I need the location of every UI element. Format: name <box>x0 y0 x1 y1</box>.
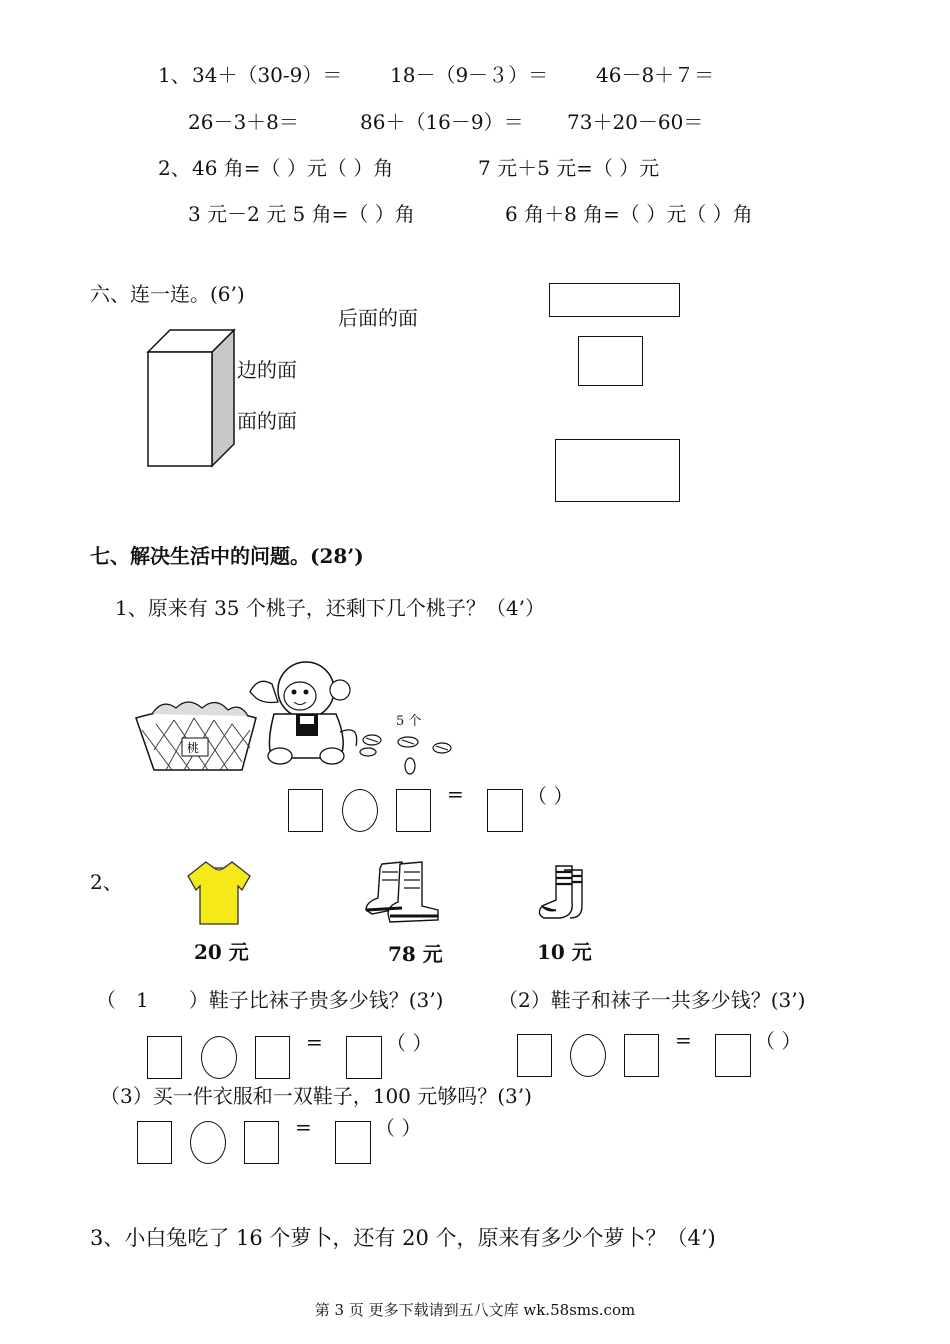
sub-question-1: （ 1 ）鞋子比袜子贵多少钱？(3’) <box>96 988 444 1012</box>
problem-2-label: 2、 <box>90 870 123 894</box>
problem-3-question: 3、小白兔吃了 16 个萝卜，还有 20 个，原来有多少个萝卜？（4’) <box>90 1226 716 1250</box>
price-socks: 10 元 <box>537 940 592 964</box>
answer-box[interactable] <box>624 1034 659 1077</box>
answer-box[interactable] <box>715 1034 751 1077</box>
money-question-2: 7 元＋5 元=（ ）元 <box>478 156 660 180</box>
equation-2: 18－（9－３）＝ <box>390 63 549 87</box>
section-6-title: 六、连一连。(6’) <box>90 282 245 306</box>
equation-3: 46－8＋７＝ <box>596 63 715 87</box>
unit-paren: （ ） <box>755 1029 802 1053</box>
operator-oval[interactable] <box>342 789 378 832</box>
socks-icon <box>534 862 590 922</box>
answer-box[interactable] <box>255 1036 290 1079</box>
page-footer: 第 3 页 更多下载请到五八文库 wk.58sms.com <box>314 1301 636 1319</box>
basket-label: 桃 <box>187 741 200 755</box>
equals-sign: = <box>447 782 464 806</box>
price-boots: 78 元 <box>388 942 443 966</box>
problem-1-question: 1、原来有 35 个桃子，还剩下几个桃子？（4’） <box>115 596 545 620</box>
money-question-4: 6 角＋8 角=（ ）元（ ）角 <box>505 202 753 226</box>
answer-box[interactable] <box>346 1036 382 1079</box>
answer-box[interactable] <box>288 789 323 832</box>
shirt-icon <box>186 858 252 926</box>
cores-count-label: 5 个 <box>396 714 422 729</box>
money-question-1: 46 角=（ ）元（ ）角 <box>192 156 394 180</box>
unit-paren: （ ） <box>527 784 574 808</box>
monkey-icon <box>244 654 362 766</box>
equation-1: 34＋（30-9）＝ <box>192 63 343 87</box>
face-rect-wide[interactable] <box>549 283 680 317</box>
boots-icon <box>362 858 442 926</box>
sub-question-2: （2）鞋子和袜子一共多少钱？(3’) <box>498 988 806 1012</box>
q1-label: 1、 <box>158 63 191 87</box>
money-question-3: 3 元－2 元 5 角=（ ）角 <box>188 202 415 226</box>
equals-sign: = <box>675 1028 692 1052</box>
unit-paren: （ ） <box>375 1116 422 1140</box>
sub-question-3: （3）买一件衣服和一双鞋子，100 元够吗？(3’) <box>100 1084 532 1108</box>
operator-oval[interactable] <box>190 1121 226 1164</box>
answer-box[interactable] <box>396 789 431 832</box>
label-front-face: 面的面 <box>237 409 297 433</box>
section-7-title: 七、解决生活中的问题。(28’) <box>90 544 364 568</box>
answer-box[interactable] <box>147 1036 182 1079</box>
peach-basket-icon <box>132 690 260 774</box>
answer-box[interactable] <box>244 1121 279 1164</box>
q2-label: 2、 <box>158 156 191 180</box>
operator-oval[interactable] <box>201 1036 237 1079</box>
label-back-face: 后面的面 <box>338 306 418 330</box>
equals-sign: = <box>306 1030 323 1054</box>
price-shirt: 20 元 <box>194 940 249 964</box>
equals-sign: = <box>295 1115 312 1139</box>
answer-box[interactable] <box>335 1121 371 1164</box>
answer-box[interactable] <box>137 1121 172 1164</box>
face-rect-large[interactable] <box>555 439 680 502</box>
answer-box[interactable] <box>517 1034 552 1077</box>
label-side-face: 边的面 <box>237 358 297 382</box>
answer-box[interactable] <box>487 789 523 832</box>
operator-oval[interactable] <box>570 1034 606 1077</box>
cuboid-figure <box>146 328 236 470</box>
equation-6: 73＋20－60＝ <box>567 110 704 134</box>
unit-paren: （ ） <box>386 1031 433 1055</box>
equation-4: 26－3＋8＝ <box>188 110 299 134</box>
equation-5: 86＋（16－9）＝ <box>360 110 524 134</box>
face-rect-square[interactable] <box>578 336 643 386</box>
